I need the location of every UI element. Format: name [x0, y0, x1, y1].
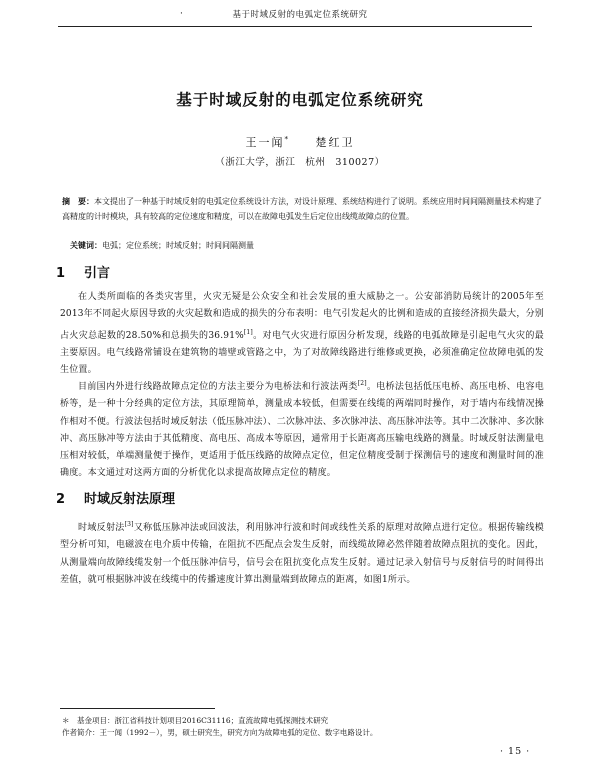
section-1-heading — [56, 262, 536, 281]
footnote-rule — [60, 708, 215, 709]
section-1-title: 引言 — [84, 266, 111, 281]
paragraph-2-tail: 。电桥法包括低压电桥、高压电桥、电容电桥等，是一种十分经典的定位方法，其原理简单，测量成本较低，但需要在线缆的两端同时操作，对于墙内布线情况操作相对不便。行波法包括时域反射法（低压脉冲法）、二次脉冲法、多次脉冲法、高压脉冲法等。其中二次脉冲、多次脉冲、高压脉冲等方法由于其低精度、高电压、高成本等原因，通常用于长距离高压输电线路的测量。时域反射法测量电压相对较低，单端测量便于操作，更适用于低压线路的故障点定位，但定位精度受制于探测信号的速度和测量时间的准确度。本文通过对这两方面的分析优化以求提高故障点定位的精度。 — [60, 382, 544, 479]
author-2: 楚红卫 — [315, 136, 355, 149]
keywords-label: 关键词： — [70, 241, 102, 250]
running-head-dot: · — [180, 9, 183, 19]
citation-2: [2] — [357, 380, 367, 387]
citation-1: [1] — [243, 328, 253, 336]
paragraph-2-text: 目前国内外进行线路故障点定位的方法主要分为电桥法和行波法两类 — [78, 382, 358, 392]
footnote-bio: 作者简介：王一闻（1992－），男，硕士研究生，研究方向为故障电弧的定位、数字电路设计。 — [62, 728, 378, 737]
paragraph-3 — [60, 516, 544, 589]
header-rule — [58, 26, 532, 27]
section-1-number: 1 — [56, 266, 66, 281]
citation-3: [3] — [124, 521, 134, 528]
abstract-text: 本文提出了一种基于时域反射的电弧定位系统设计方法，对设计原理、系统结构进行了说明。系统应用时间间隔测量技术构建了高精度的计时模块，具有较高的定位速度和精度，可以在故障电弧发生后定位出线缆故障点的位置。 — [62, 197, 542, 221]
keywords-text: 电弧；定位系统；时域反射；时间间隔测量 — [102, 241, 254, 250]
page-number: · 15 · — [500, 746, 531, 757]
footnote-fund: ＊ 基金项目：浙江省科技计划项目2016C31116；直流故障电弧探测技术研究 — [62, 716, 329, 725]
affiliation: （浙江大学，浙江 杭州 310027） — [215, 157, 385, 168]
section-2-title: 时域反射法原理 — [84, 492, 176, 507]
paragraph-1-tail: 。对电气火灾进行原因分析发现，线路的电弧故障是引起电气火灾的最主要原因。电气线路常铺设在建筑物的墙壁或管路之中，为了对故障线路进行维修或更换，必须准确定位故障电弧的发生位置。 — [60, 330, 544, 376]
paragraph-3-tail: 又称低压脉冲法或回波法，利用脉冲行波和时间或线性关系的原理对故障点进行定位。根据传输线模型分析可知，电磁波在电介质中传输，在阻抗不匹配点会发生反射，而线缆故障必然伴随着故障点阻抗的变化。因此，从测量端向故障线缆发射一个低压脉冲信号，信号会在阻抗变化点发生反射。通过记录入射信号与反射信号的时间得出差值，就可根据脉冲波在线缆中的传播速度计算出测量端到故障点的距离，如图1所示。 — [60, 523, 544, 585]
running-head: 基于时域反射的电弧定位系统研究 — [232, 10, 368, 20]
abstract — [62, 194, 542, 224]
paragraph-1 — [60, 289, 544, 379]
paragraph-1-text: 在人类所面临的各类灾害里，火灾无疑是公众安全和社会发展的重大威胁之一。公安部消防局统计的2005年至2013年不同起火原因导致的火灾起数和造成的损失的分布表明：电气引发起火的比例和造成的直接经济损失最大，分别占火灾总起数的28.50%和总损失的36.91% — [60, 292, 544, 341]
paragraph-2 — [60, 375, 544, 483]
footnotes — [62, 715, 542, 739]
keywords — [70, 240, 540, 252]
author-1: 王一闻 — [245, 136, 285, 149]
paper-title: 基于时域反射的电弧定位系统研究 — [176, 91, 424, 109]
paragraph-3-text: 时域反射法 — [78, 523, 125, 533]
author-note-mark: * — [284, 135, 288, 144]
authors — [0, 134, 600, 150]
section-2-heading — [56, 488, 536, 507]
section-2-number: 2 — [56, 492, 66, 507]
abstract-label: 摘 要： — [62, 197, 94, 206]
